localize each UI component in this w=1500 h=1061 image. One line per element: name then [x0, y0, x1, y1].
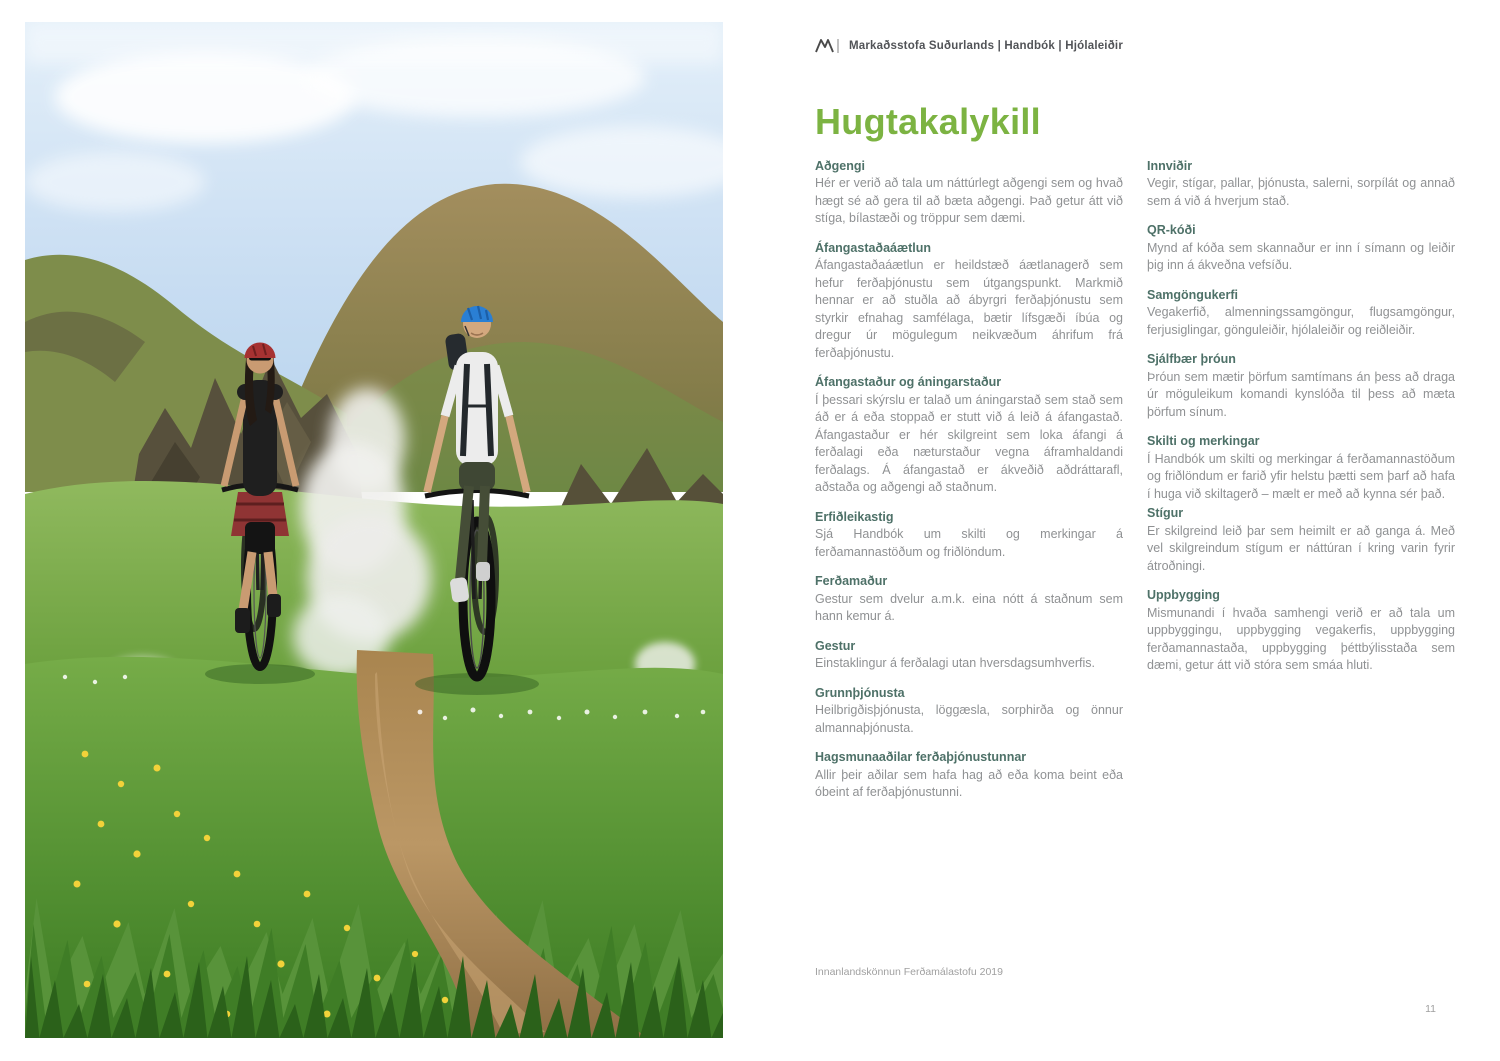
glossary-entry: [815, 638, 1123, 673]
glossary: [815, 158, 1455, 814]
glossary-term: Erfiðleikastig: [815, 509, 894, 524]
glossary-definition: Í Handbók um skilti og merkingar á ferðamannastöðum og friðlöndum er farið yfir helstu þætti sem þarf að hafa í huga við skiltagerð – mælt er með að kynna sér það.: [1147, 451, 1455, 501]
page-title: Hugtakalykill: [815, 101, 1041, 142]
header: [815, 38, 1455, 54]
glossary-term: Áfangastaður og áningarstaður: [815, 375, 1002, 390]
glossary-definition: Áfangastaðaáætlun er heildstæð áætlanagerð sem hefur ferðaþjónustu sem útgangspunkt. Markmið hennar er að stuðla að ábyrgri ferðaþjónustu sem styrkir efnahag samfélaga, bætir lífsgæði íbúa og dregur úr mögulegum neikvæðum áhrifum frá ferðaþjónustu.: [815, 258, 1123, 360]
glossary-definition: Mynd af kóða sem skannaður er inn í símann og leiðir þig inn á ákveðna vefsíðu.: [1147, 240, 1455, 273]
glossary-entry: [1147, 351, 1455, 421]
glossary-definition: Allir þeir aðilar sem hafa hag að eða koma beint eða óbeint af ferðaþjónustunni.: [815, 767, 1123, 800]
glossary-definition: Gestur sem dvelur a.m.k. eina nótt á staðnum sem hann kemur á.: [815, 591, 1123, 624]
glossary-entry: [815, 509, 1123, 562]
mountain-peaks-icon: [815, 38, 841, 54]
glossary-definition: Sjá Handbók um skilti og merkingar á ferðamannastöðum og friðlöndum.: [815, 527, 1123, 559]
glossary-term: Innviðir: [1147, 158, 1193, 173]
glossary-term: Aðgengi: [815, 158, 865, 173]
glossary-column-right: [1147, 158, 1455, 814]
glossary-term: Hagsmunaaðilar ferðaþjónustunnar: [815, 750, 1027, 765]
content-area: [815, 38, 1455, 814]
glossary-entry: [815, 374, 1123, 497]
glossary-entry: [1147, 587, 1455, 675]
glossary-definition: Er skilgreind leið þar sem heimilt er að ganga á. Með vel skilgreindum stígum er náttúran í kring varin fyrir átroðningi.: [1147, 523, 1455, 573]
glossary-entry: [1147, 505, 1455, 575]
glossary-definition: Vegakerfið, almenningssamgöngur, flugsamgöngur, ferjusiglingar, gönguleiðir, hjólaleiðir og reiðleiðir.: [1147, 305, 1455, 337]
glossary-term: Stígur: [1147, 506, 1184, 521]
page-number: 11: [1425, 1003, 1436, 1015]
glossary-term: Uppbygging: [1147, 588, 1220, 603]
glossary-term: Samgöngukerfi: [1147, 287, 1238, 302]
glossary-entry: [1147, 433, 1455, 503]
glossary-definition: Í þessari skýrslu er talað um áningarstað sem stað sem áð er á eða stoppað er stutt við á leið á áfangastað. Áfangastaður er hér skilgreint sem loka áfangi á ferðalagi eða næturstaður vegna áframhaldandi ferðalags. Á áfangastað er ákveðið aðdráttarafl, aðstaða og aðgengi að staðnum.: [815, 392, 1123, 495]
header-text: Markaðsstofa Suðurlands | Handbók | Hjólaleiðir: [849, 40, 1123, 52]
glossary-term: QR-kóði: [1147, 223, 1196, 238]
glossary-entry: [1147, 287, 1455, 340]
glossary-entry: [1147, 222, 1455, 275]
glossary-entry: [815, 685, 1123, 738]
glossary-term: Áfangastaðaáætlun: [815, 240, 931, 255]
glossary-definition: Vegir, stígar, pallar, þjónusta, salerni, sorpílát og annað sem á við á hverjum stað.: [1147, 176, 1455, 208]
glossary-term: Grunnþjónusta: [815, 685, 905, 700]
glossary-definition: Heilbrigðisþjónusta, löggæsla, sorphirða og önnur almannaþjónusta.: [815, 703, 1123, 735]
glossary-entry: [815, 240, 1123, 363]
glossary-term: Gestur: [815, 638, 856, 653]
glossary-entry: [1147, 158, 1455, 211]
photo-mountain-bikers: [25, 22, 723, 1038]
source-note: Innanlandskönnun Ferðamálastofu 2019: [815, 966, 1003, 978]
glossary-entry: [815, 573, 1123, 626]
glossary-term: Ferðamaður: [815, 574, 888, 589]
glossary-definition: Einstaklingur á ferðalagi utan hversdagsumhverfis.: [815, 656, 1096, 671]
glossary-term: Skilti og merkingar: [1147, 434, 1260, 449]
glossary-definition: Þróun sem mætir þörfum samtímans án þess að draga úr möguleikum komandi kynslóða til þess að mæta þörfum sínum.: [1147, 369, 1455, 419]
glossary-definition: Mismunandi í hvaða samhengi verið er að tala um uppbyggingu, uppbygging vegakerfis, uppbygging ferðamannastaða, uppbygging þéttbýlisstaða sem dæmi, getur átt við stóra sem smáa hluti.: [1147, 605, 1455, 673]
glossary-term: Sjálfbær þróun: [1147, 352, 1236, 367]
photo-scene: [25, 22, 723, 1038]
glossary-definition: Hér er verið að tala um náttúrlegt aðgengi sem og hvað hægt sé að gera til að bæta aðgengi. Það getur átt við stíga, bílastæði og tröppur sem dæmi.: [815, 176, 1123, 226]
glossary-entry: [815, 158, 1123, 228]
glossary-column-left: [815, 158, 1123, 814]
glossary-entry: [815, 749, 1123, 802]
